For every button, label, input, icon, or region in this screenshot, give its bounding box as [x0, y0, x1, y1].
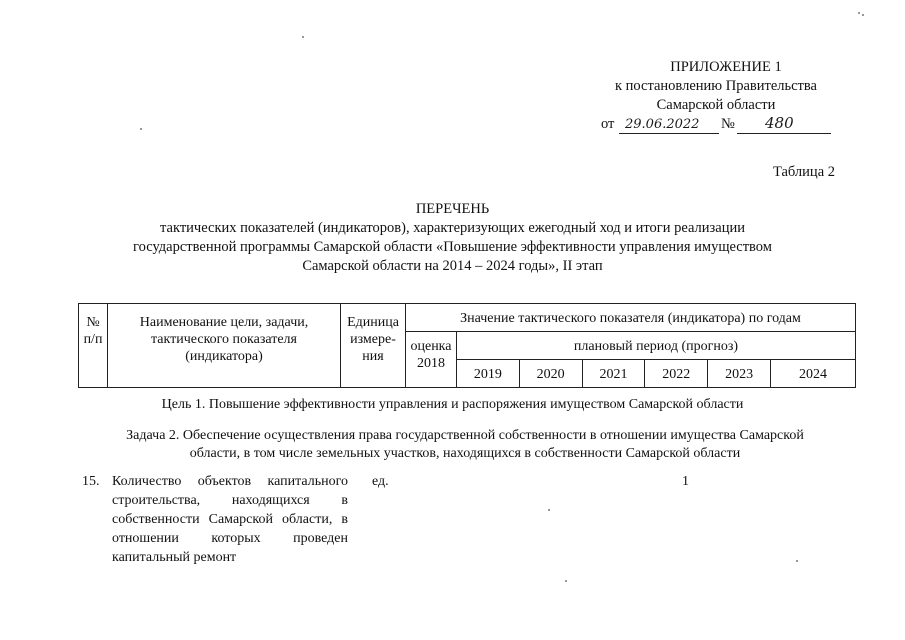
number-prefix: №: [721, 116, 735, 132]
row-unit: ед.: [372, 474, 389, 489]
row-number: 15.: [82, 474, 100, 489]
table-label: Таблица 2: [772, 164, 835, 180]
header-year: 2023: [708, 360, 771, 388]
heading-line-3: государственной программы Самарской области «Повышение эффективности управления имуществом: [133, 239, 772, 255]
appendix-line-resolution: к постановлению Правительства: [615, 78, 817, 94]
header-year: 2020: [519, 360, 582, 388]
handwritten-number: 480: [765, 114, 794, 132]
header-estimate: оценка 2018: [406, 332, 457, 388]
heading-title: ПЕРЕЧЕНЬ: [415, 201, 490, 217]
row-name: Количество объектов капитального строительства, находящихся в собственности Самарской области, в отношении которых проведен капитальный ремонт: [112, 474, 348, 565]
heading-line-2: тактических показателей (индикаторов), характеризующих ежегодный ход и итоги реализации: [160, 220, 745, 236]
header-name: Наименование цели, задачи, тактического показателя (индикатора): [108, 304, 341, 388]
header-year: 2019: [457, 360, 520, 388]
header-year: 2024: [771, 360, 856, 388]
number-underline: [737, 133, 831, 134]
date-prefix: от: [601, 116, 615, 132]
header-unit: Единица измере-ния: [341, 304, 406, 388]
appendix-block: [601, 58, 831, 135]
header-planned: плановый период (прогноз): [457, 332, 856, 360]
appendix-title: ПРИЛОЖЕНИЕ 1: [670, 59, 782, 75]
row-value: 1: [682, 474, 689, 489]
header-num: № п/п: [79, 304, 108, 388]
header-year: 2021: [582, 360, 645, 388]
header-values: Значение тактического показателя (индикатора) по годам: [406, 304, 856, 332]
goal-text: Цель 1. Повышение эффективности управления и распоряжения имуществом Самарской области: [161, 397, 744, 412]
indicators-table-header: [78, 303, 856, 388]
handwritten-date: 29.06.2022: [625, 117, 700, 132]
appendix-line-region: Самарской области: [656, 97, 776, 113]
header-year: 2022: [645, 360, 708, 388]
task-line-2: области, в том числе земельных участков, находящихся в собственности Самарской области: [189, 446, 741, 461]
appendix-date-line: [601, 115, 831, 135]
task-line-1: Задача 2. Обеспечение осуществления права государственной собственности в отношении имущества Самарской: [126, 428, 804, 443]
heading-line-4: Самарской области на 2014 – 2024 годы», II этап: [302, 258, 603, 274]
